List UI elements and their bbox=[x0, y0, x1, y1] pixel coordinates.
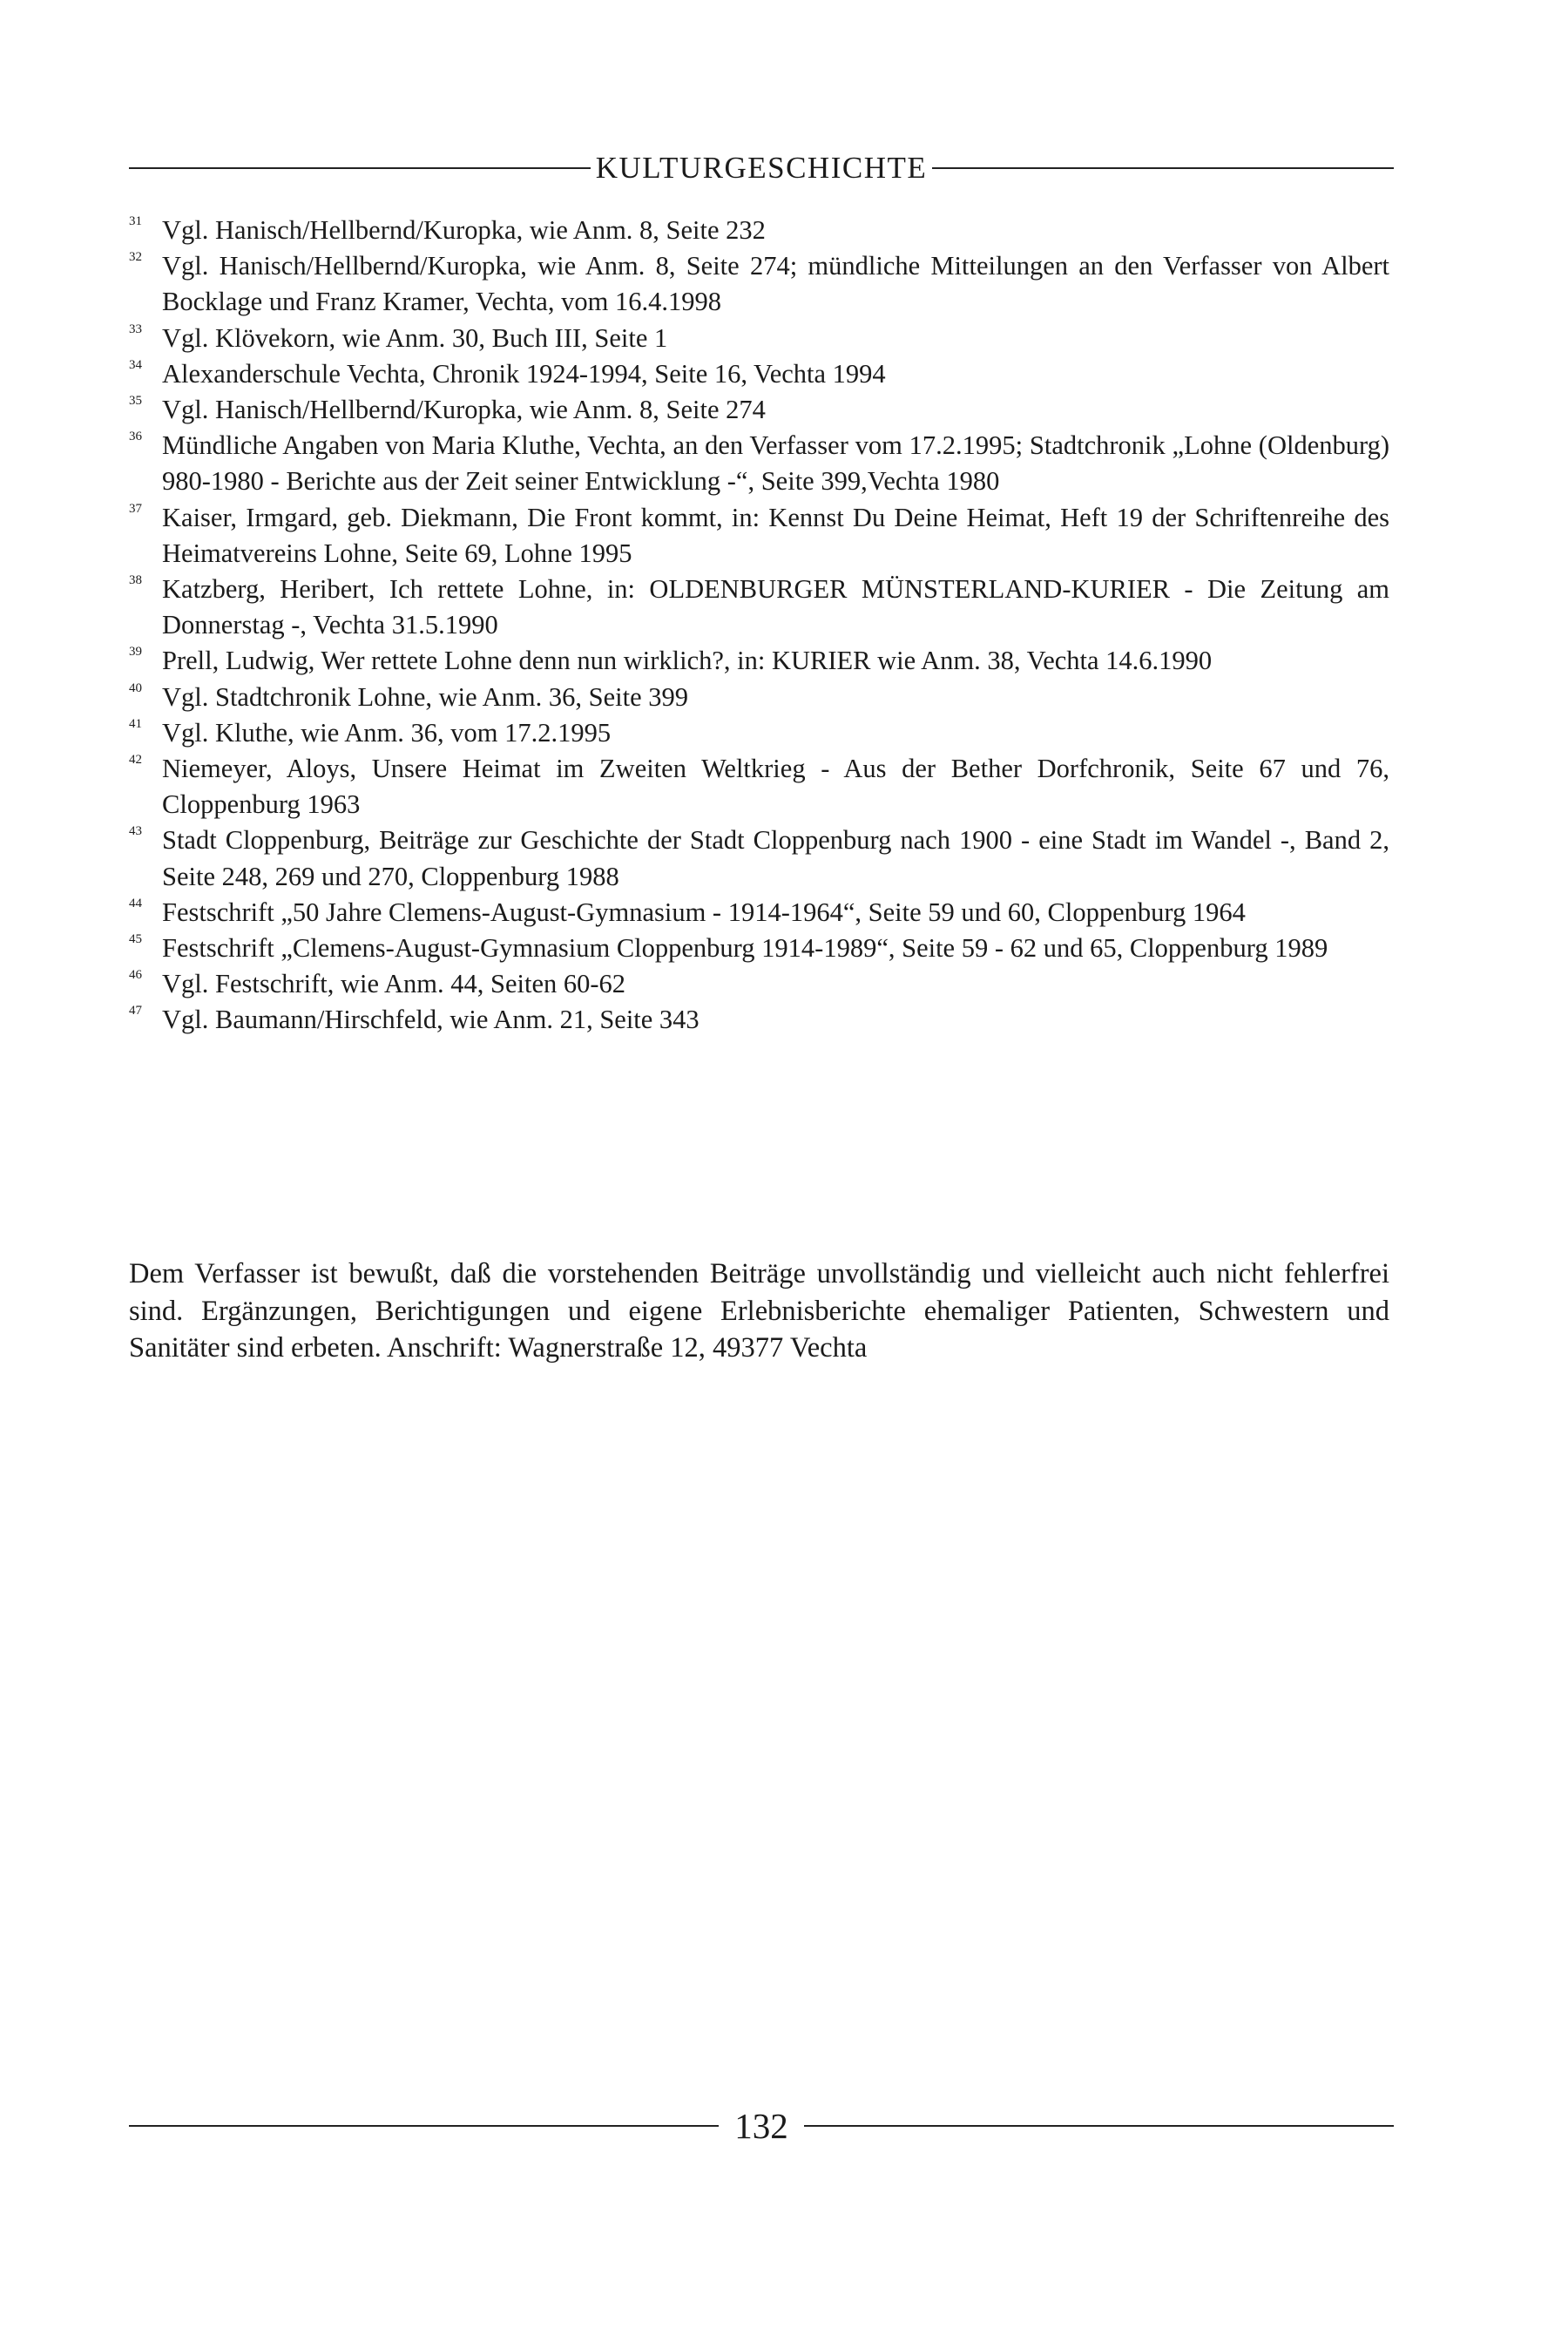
footnote-32 bbox=[129, 248, 1389, 320]
footnote-38 bbox=[129, 572, 1389, 643]
footnote-number: 38 bbox=[129, 573, 142, 588]
footnote-text: Kaiser, Irmgard, geb. Diekmann, Die Front kommt, in: Kennst Du Deine Heimat, Heft 19 der Schriftenreihe des Heimatvereins Lohne, Seite 69, Lohne 1995 bbox=[162, 502, 1389, 568]
footnote-number: 35 bbox=[129, 394, 142, 409]
footnote-text: Alexanderschule Vechta, Chronik 1924-1994, Seite 16, Vechta 1994 bbox=[162, 358, 886, 389]
footnote-text: Festschrift „50 Jahre Clemens-August-Gymnasium - 1914-1964“, Seite 59 und 60, Cloppenburg 1964 bbox=[162, 897, 1246, 927]
closing-paragraph: Dem Verfasser ist bewußt, daß die vorstehenden Beiträge unvollständig und vielleicht auch nicht fehlerfrei sind. Ergänzungen, Berichtigungen und eigene Erlebnisberichte ehemaliger Patienten, Schwestern und Sanitäter sind erbeten. Anschrift: Wagnerstraße 12, 49377 Vechta bbox=[129, 1258, 1389, 1364]
footnote-text: Vgl. Klövekorn, wie Anm. 30, Buch III, Seite 1 bbox=[162, 322, 668, 353]
footer-rule-left bbox=[129, 2125, 719, 2127]
footnote-number: 33 bbox=[129, 321, 142, 336]
footnote-number: 34 bbox=[129, 357, 142, 372]
footnote-text: Katzberg, Heribert, Ich rettete Lohne, in: OLDENBURGER MÜNSTERLAND-KURIER - Die Zeitung am Donnerstag -, Vechta 31.5.1990 bbox=[162, 574, 1389, 640]
footnote-47 bbox=[129, 1002, 1389, 1038]
footnote-44 bbox=[129, 895, 1389, 931]
footnote-45 bbox=[129, 931, 1389, 966]
footnote-text: Festschrift „Clemens-August-Gymnasium Cloppenburg 1914-1989“, Seite 59 - 62 und 65, Cloppenburg 1989 bbox=[162, 933, 1328, 964]
footnote-36 bbox=[129, 428, 1389, 499]
page-footer bbox=[129, 2100, 1394, 2152]
footnote-number: 43 bbox=[129, 824, 142, 839]
footnote-43 bbox=[129, 822, 1389, 894]
footnote-46 bbox=[129, 966, 1389, 1002]
footnote-37 bbox=[129, 500, 1389, 572]
header-rule-left bbox=[129, 167, 591, 169]
footnote-42 bbox=[129, 751, 1389, 822]
footnote-34 bbox=[129, 356, 1389, 392]
footnote-text: Vgl. Festschrift, wie Anm. 44, Seiten 60-62 bbox=[162, 969, 626, 999]
footnote-40 bbox=[129, 680, 1389, 715]
footnote-text: Vgl. Hanisch/Hellbernd/Kuropka, wie Anm. 8, Seite 232 bbox=[162, 215, 766, 245]
footnote-number: 37 bbox=[129, 501, 142, 516]
footnote-number: 41 bbox=[129, 716, 142, 731]
section-title: KULTURGESCHICHTE bbox=[595, 151, 928, 185]
footnote-text: Mündliche Angaben von Maria Kluthe, Vechta, an den Verfasser vom 17.2.1995; Stadtchronik „Lohne (Oldenburg) 980-1980 - Berichte aus der Zeit seiner Entwicklung -“, Seite 399,Vechta 1980 bbox=[162, 430, 1389, 497]
footnote-35 bbox=[129, 392, 1389, 428]
footnotes-list bbox=[129, 213, 1389, 1039]
footnote-number: 46 bbox=[129, 968, 142, 983]
footnote-text: Vgl. Stadtchronik Lohne, wie Anm. 36, Seite 399 bbox=[162, 681, 688, 712]
footnote-text: Niemeyer, Aloys, Unsere Heimat im Zweiten Weltkrieg - Aus der Bether Dorfchronik, Seite 67 und 76, Cloppenburg 1963 bbox=[162, 754, 1389, 820]
footnote-number: 39 bbox=[129, 645, 142, 660]
footnote-text: Prell, Ludwig, Wer rettete Lohne denn nun wirklich?, in: KURIER wie Anm. 38, Vechta 14.6.1990 bbox=[162, 646, 1213, 676]
footnote-number: 44 bbox=[129, 896, 142, 910]
footnote-number: 40 bbox=[129, 680, 142, 695]
footnote-33 bbox=[129, 321, 1389, 356]
footnote-text: Vgl. Hanisch/Hellbernd/Kuropka, wie Anm. 8, Seite 274 bbox=[162, 395, 766, 425]
footnote-text: Vgl. Baumann/Hirschfeld, wie Anm. 21, Seite 343 bbox=[162, 1005, 700, 1035]
header-rule-right bbox=[932, 167, 1394, 169]
footnote-number: 32 bbox=[129, 250, 142, 265]
footnote-number: 47 bbox=[129, 1004, 142, 1019]
footnote-number: 31 bbox=[129, 214, 142, 228]
page-number: 132 bbox=[734, 2106, 788, 2146]
footnote-text: Vgl. Kluthe, wie Anm. 36, vom 17.2.1995 bbox=[162, 717, 612, 748]
footnote-31 bbox=[129, 213, 1389, 248]
footnote-41 bbox=[129, 715, 1389, 751]
footnote-number: 42 bbox=[129, 753, 142, 768]
footnote-39 bbox=[129, 643, 1389, 679]
footnote-text: Stadt Cloppenburg, Beiträge zur Geschichte der Stadt Cloppenburg nach 1900 - eine Stadt im Wandel -, Band 2, Seite 248, 269 und 270, Cloppenburg 1988 bbox=[162, 825, 1389, 891]
footnote-number: 45 bbox=[129, 932, 142, 947]
running-header bbox=[129, 146, 1394, 190]
footnote-text: Vgl. Hanisch/Hellbernd/Kuropka, wie Anm. 8, Seite 274; mündliche Mitteilungen an den Verfasser von Albert Bocklage und Franz Kramer, Vechta, vom 16.4.1998 bbox=[162, 251, 1389, 317]
footnote-number: 36 bbox=[129, 430, 142, 444]
footer-rule-right bbox=[804, 2125, 1394, 2127]
